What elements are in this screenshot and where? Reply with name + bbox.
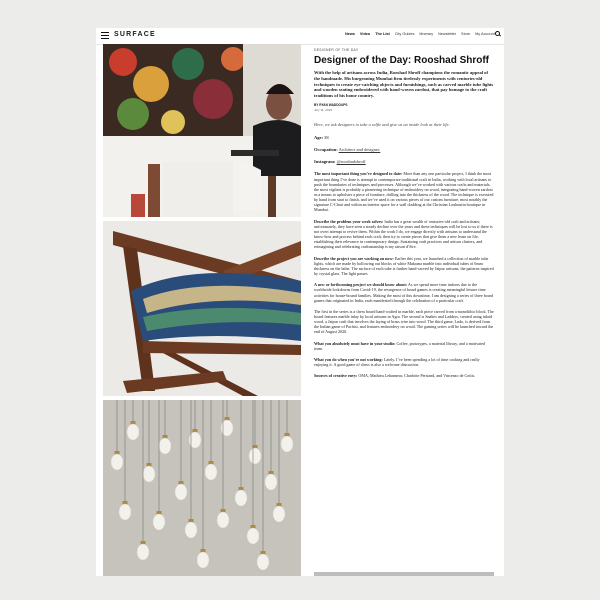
qa-paragraph — [314, 357, 494, 367]
qa-paragraph — [314, 219, 494, 250]
occupation-label: Occupation: — [314, 147, 338, 153]
qa-paragraph — [314, 171, 494, 212]
article-intro: With the help of artisans across India, Rooshad Shroff champions the romantic appeal of the handmade. His burgeoning Mumbai firm tirelessly experiments with centuries-old techniques to create eye-catching objects and furnishings, such as carved marble tube lights and wooden seating embroidered with hand-woven zardosi, that pay homage to the craft traditions of his home country. — [314, 70, 494, 99]
qa-answer: Coffee, prototypes, a material library, and a motivated team. — [314, 340, 486, 351]
age-value: 38 — [324, 135, 329, 141]
nav-links — [345, 32, 495, 36]
nav-link-newsletter[interactable]: Newsletter — [438, 32, 457, 36]
article-date: July 11, 2022 — [314, 107, 333, 112]
nav-link-itinerary[interactable]: Itinerary — [419, 32, 434, 36]
search-icon[interactable] — [495, 31, 500, 36]
qa-answer: As we spend more time indoors due to the worldwide lockdowns from Covid-19, the resurgence of board games is creating meaningful leisure time activities for house-bound families. Making the most of this downtime, I am designing a series of three board games that originated in India, each manifested through the celebration of a particular craft. — [314, 282, 494, 303]
article-page — [96, 28, 504, 576]
qa-question: What you do when you’re not working: — [314, 356, 383, 362]
age-label: Age: — [314, 135, 323, 141]
qa-answer: More than any one particular project, I think the most important thing I’ve done is attempt to contemporize traditional craft in India, working with local artisans to push the boundaries of techniques and processes. Although we’ve worked with various crafts and materials, the most vigilant is probably a pioneering technique of embroidery on wood, integrating hand-woven zardosi as a means to upholster a piece of furniture, drilling into the thickness of the wood. The technique is executed by hand from start to finish, and we’ve used it on various pieces of our custom furniture, most notably the signature C-Chair and within an interior space for a wall cladding at the Christian Louboutin boutique in Mumbai. — [314, 171, 494, 213]
qa-paragraph — [314, 309, 494, 335]
qa-question: Describe the project you are working on now: — [314, 255, 394, 261]
instagram-link[interactable]: @rooshadshroff — [336, 159, 366, 165]
qa-paragraph — [314, 256, 494, 277]
qa-answer: India has a great wealth of centuries-old craft and artisans; unfortunately, they have seen a steady decline over the years and these techniques will be lost to us if there is not overt attempt to revive them. Within the work I do, we engage directly with artisans to understand the know-how and process behind each craft, then try to create pieces that give them a new lease on life, establishing their relevance in contemporary design. Sustaining craft practices and artisan clusters, and reimagining and celebrating craftsmanship is my raison d’être. — [314, 218, 493, 250]
nav-link-my-account[interactable]: My Account — [475, 32, 495, 36]
footer-bar — [314, 572, 494, 576]
designer-portrait-photo — [103, 44, 301, 217]
article-lede: Here, we ask designers to take a selfie and give us an inside look at their life. — [314, 121, 450, 127]
embroidered-chair-photo — [103, 221, 301, 396]
qa-answer: The first in the series is a chess board hand-crafted in marble, each piece carved from a monolithic block. The board features marble inlay by local artisans in Agra. The second is Snakes and Ladders, created using inlaid wood, a Jaipur craft that involves the laying of brass wire into wood. The third game, Ludo, is derived from the Indian game of Pachisi, and features embroidery on wood. The gaming series will be launched toward the end of August 2020. — [314, 308, 494, 335]
qa-question: Sources of creative envy: — [314, 373, 358, 379]
top-navigation — [96, 28, 504, 45]
qa-answer: Lately, I’ve been spending a lot of time cooking and really enjoying it. A good game of chess is also a welcome distraction. — [314, 356, 480, 368]
nav-link-store[interactable]: Store — [461, 32, 471, 36]
qa-question: What you absolutely must have in your studio: — [314, 340, 396, 346]
article-title: Designer of the Day: Rooshad Shroff — [314, 55, 490, 66]
menu-icon[interactable] — [101, 32, 109, 39]
qa-question: Describe the problem your work solves: — [314, 218, 384, 224]
article-body — [314, 171, 494, 378]
article-kicker[interactable]: DESIGNER OF THE DAY — [314, 48, 359, 52]
qa-question: The most important thing you’ve designed to date: — [314, 171, 403, 177]
nav-link-video[interactable]: Video — [359, 32, 371, 36]
qa-paragraph — [314, 341, 494, 351]
instagram-label: Instagram: — [314, 159, 336, 165]
age-row — [314, 135, 494, 140]
article-content — [314, 48, 494, 384]
occupation-row — [314, 147, 494, 152]
qa-paragraph — [314, 282, 494, 303]
article-byline[interactable]: BY RYAN WADDOUPS — [314, 102, 348, 107]
occupation-link[interactable]: Architect and designer. — [338, 147, 381, 153]
nav-link-news[interactable]: News — [345, 32, 355, 36]
nav-link-city-guides[interactable]: City Guides — [394, 32, 415, 36]
nav-link-the-list[interactable]: The List — [375, 32, 390, 36]
site-logo[interactable]: SURFACE — [114, 31, 156, 38]
qa-answer: OMA, Mathieu Lehanneur, Charlotte Perriand, and Vincenzo de Cotiis. — [358, 373, 476, 379]
qa-answer: Earlier this year, we launched a collection of marble tube lights, which are made by hollowing out blocks of white Makrana marble into individual tubes of 6mm thickness on the lathe. The surface of each tube is further hand-carved by Jaipur artisans, the patterns inspired by crystal glass. The light passes — [314, 255, 494, 277]
qa-question: A new or forthcoming project we should know about: — [314, 282, 408, 288]
qa-paragraph — [314, 373, 494, 378]
marble-tube-lights-photo — [103, 400, 301, 576]
instagram-row — [314, 159, 494, 164]
